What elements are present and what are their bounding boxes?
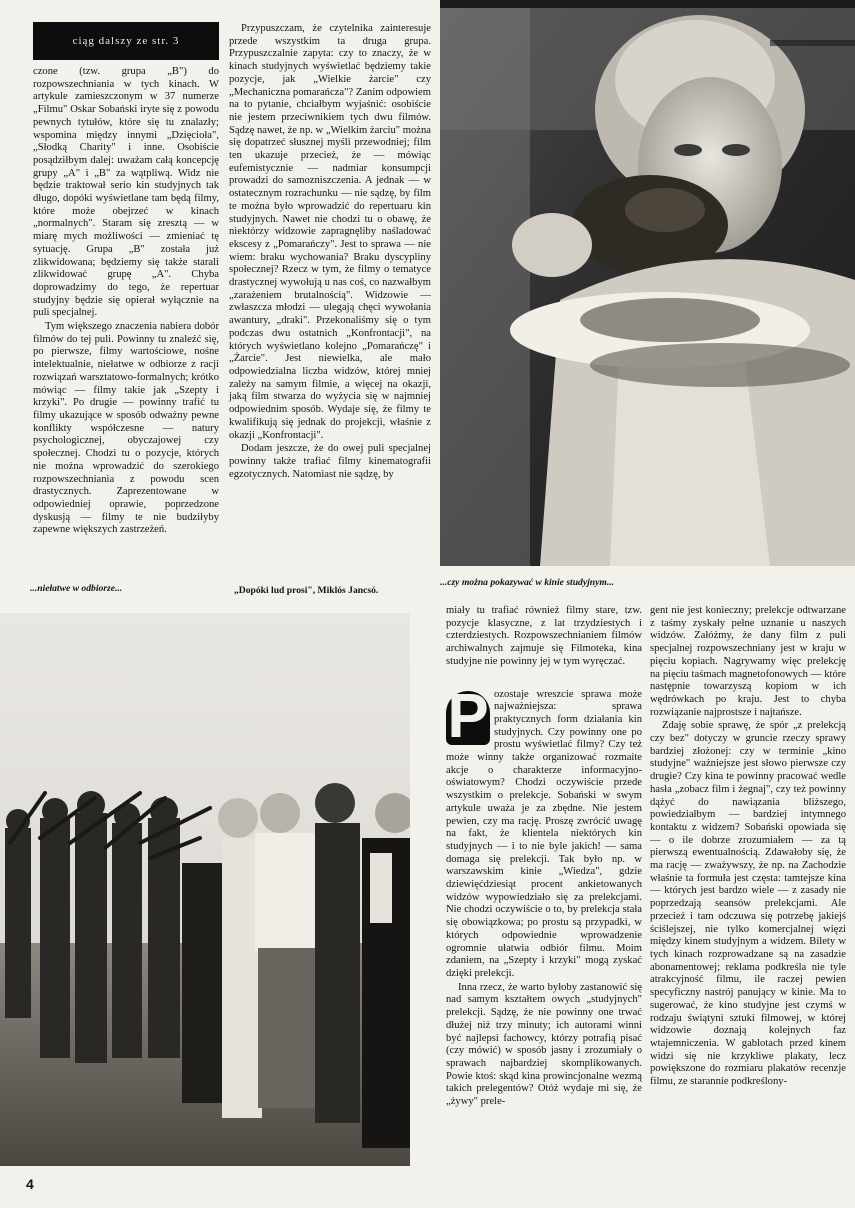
paragraph: Tym większego znaczenia nabiera dobór filmów do tej puli. Powinny tu znaleźć się, po pierwsze, filmy wartościowe, nośne intelektualnie, niełatwe w odbiorze z racji rozwiązań warsztatowo-formalnych; krótko mówiąc — filmy takie jak „Szepty i krzyki". Po drugie — powinny trafić tu filmy ukazujące w sposób odważny pewne konflikty współczesne — natury psychologicznej, obyczajowej czy społecznej. Chodzi tu o pozycje, których nie można wprowadzić do szerokiego rozpowszechniania z powodu scen drastycznych. Zaprezentowane w odpowiedniej oprawie, poprzedzone dyskusją — filmy te nie budziłyby zapewne większych zastrzeżeń. — [33, 321, 219, 536]
photo-woman-eating — [440, 0, 855, 566]
continued-from-label — [33, 22, 219, 60]
photo-film-still-soldiers — [0, 613, 410, 1166]
page-number: 4 — [26, 1176, 34, 1192]
paragraph-text: ozostaje wreszcie sprawa może najważniejsza: sprawa praktycznych form działania kin studyjnych. Czy powinny one po prostu wyświetlać filmy? Czy też może winny także organizować rozmaite akcje o charakterze informacyjno-oświatowym? Chodzi oczywiście przede wszystkim o prelekcje. Sobański w swym artykule uważa je za zbędne. Nie jestem pewien, czy ma rację. Proszę zwrócić uwagę na fakt, że klientela niektórych kin studyjnych — i to nie byle jakich! — sama domaga się prelekcji. Tak było np. w warszawskim kinie „Wiedza", gdzie dziewięćdziesiąt procent ankietowanych widzów wypowiedziało się za prelekcjami. Nie chodzi oczywiście o to, by prelekcja stała się obowiązkowa; po prostu są przypadki, w których odpowiednie wprowadzenie ogromnie ułatwia odbiór filmu. Moim zdaniem, na „Szepty i krzyki" mogą zyskać dzięki prelekcji. — [446, 688, 642, 979]
photo-woman-eating-image — [440, 0, 855, 566]
paragraph: czone (tzw. grupa „B") do rozpowszechniania w tych kinach. W artykule zamieszczonym w 37 numerze „Filmu" Oskar Sobański iryte się z powodu pewnych tytułów, które się tu znalazły; wspomina między innymi „Dzięcioła", „Słodką Charity" i inne. Osobiście posądziłbym dalej: uważam całą koncepcję grupy „A" i „B" za wątpliwą. Widz nie będzie traktował serio kin studyjnych tak długo, dopóki wyświetlane tam będą filmy, które może obejrzeć w kinach „normalnych". Staram się zresztą — w miarę mych możliwości — zmieniać tę sytuację. Grupa „B" została już zlikwidowana; będziemy się także starali zlikwidować grupę „A". Chyba doprowadzimy do tego, że repertuar studyjny będzie się opierał wyłącznie na puli specjalnej. — [33, 66, 219, 319]
article-column-1 — [33, 66, 219, 578]
caption-right: ...czy można pokazywać w kinie studyjnym... — [440, 577, 615, 588]
paragraph: Dodam jeszcze, że do owej puli specjalnej powinny także trafiać filmy kinematografii egzotycznych. Natomiast nie sądzę, by — [229, 443, 431, 480]
continued-text: ciąg dalszy ze str. 3 — [72, 35, 180, 47]
photo-film-still-soldiers-image — [0, 613, 410, 1166]
paragraph: Inna rzecz, że warto byłoby zastanowić się nad samym kształtem owych „studyjnych" prelekcji. Sądzę, że nie powinny one trwać dłużej niż trzy minuty; ich autorami winni być najlepsi fachowcy, którzy potrafią pisać (czy mówić) w sposób jasny i zrozumiały o sprawach najbardziej skomplikowanych. Powie ktoś: skąd kina prowincjonalne wezmą takich prelegentów? Otóż wydaje mi się, że „żywy" prele- — [446, 981, 642, 1108]
caption-left: ...niełatwe w odbiorze... — [30, 583, 123, 594]
paragraph-dropcap — [446, 681, 642, 981]
article-column-2 — [229, 23, 431, 583]
paragraph: gent nie jest konieczny; prelekcje odtwarzane z taśmy zyskały pełne uznanie u naszych widzów. Załóżmy, że dany film z puli specjalnej rozpowszechniany jest w kraju w pięciu kopiach. Nagrywamy więc prelekcję na pięciu taśmach magnetofonowych — które następnie towarzyszą kopiom w ich wędrówkach po kraju. Jest to chyba rozwiązanie najprostsze i najtańsze. — [650, 605, 846, 718]
paragraph: Przypuszczam, że czytelnika zainteresuje przede wszystkim ta druga grupa. Przypuszczalnie zapyta: czy to znaczy, że w kinach studyjnych wyświetlać będziemy takie pozycje, jak „Wielkie żarcie" czy „Mechaniczna pomarańcza"? Zanim odpowiem na to pytanie, chciałbym wyjaśnić: osobiście nie jestem przeciwnikiem tych dwu filmów. Sądzę nawet, że np. w „Wielkim żarciu" można się dopatrzeć słusznej myśli przewodniej; film ten ukazuje przecież, że — mówiąc eufemistycznie — nadmiar konsumpcji prowadzi do samozniszczenia. A jednak — w ostatecznym rozrachunku — nie sądzę, by film te można było wprowadzić do repertuaru kin studyjnych. Nawet nie chodzi tu o obawę, że niektórzy widzowie zapragnęliby naśladować ekscesy z „Pomarańczy". Jest to sprawa — nie wiem: braku wychowania? Braku dyscypliny społecznej? Rzecz w tym, że filmy o tematyce drastycznej wywołują u nas coś, co nazwałbym „zarażeniem brutalnością". Widzowie — zwłaszcza młodzi — ulegają chęci wywołania awantury, „draki". Przekonaliśmy się o tym podczas dwu ostatnich „Konfrontacji", na których wyświetlano kolejno „Pomarańczę" i „Żarcie". Jest niewielka, ale mało odpowiedzialna liczba widzów, której mniej zależy na samym filmie, a więcej na okazji, jaką film stwarza do wyżycia się w najmniej odpowiednim sposób. Wydaje się, że filmy te kwalifikują się jednak do projekcji, właśnie z okazji „Konfrontacji". — [229, 23, 431, 441]
drop-cap-letter: P — [447, 681, 489, 751]
article-column-4 — [650, 605, 846, 1175]
paragraph: miały tu trafiać również filmy stare, tzw. pozycje klasyczne, z lat trzydziestych i czterdziestych. Rozpowszechnianiem filmów archiwalnych zajmuje się Filmoteka, kina studyjne nie powinny jej w tym wyręczać. — [446, 605, 642, 667]
paragraph: Zdaję sobie sprawę, że spór „z prelekcją czy bez" dotyczy w gruncie rzeczy sprawy bardziej złożonej: czy w terminie „kino studyjne" ważniejsze jest słowo pierwsze czy drugie? Czy kina te powinny pracować wedle hasła „zobacz film i żegnaj", czy też powinny dążyć do nawiązania bliższego, powiedziałbym — bardziej intymnego kontaktu z widzem? Sobański opowiada się — o ile dobrze zrozumiałem — za tą pierwszą ewentualnością. Zdawałoby się, że ma rację — zważywszy, że np. na Zachodzie właśnie ta formuła jest częsta: tamtejsze kina — których jest bardzo wiele — z zasady nie poprzedzają seansów prelekcjami. Ale przecież i tam odczuwa się potrzebę jakiejś ściślejszej, nie tylko komercjalnej więzi między kinem studyjnym a widzem. Bilety w tych kinach rozprowadzane są na zasadzie abonamentowej; reklama podkreśla nie tyle atrakcyjność filmu, ile raczej pewien specyficzny nastrój panujący w kinie. Ma to sugerować, że kino studyjne jest czymś w rodzaju świątyni sztuki filmowej, w której widzowie doznają kolejnych faz wtajemniczenia. W gablotach przed kinem widzi się nie krzykliwe plakaty, lecz powiększone do rozmiaru plakatów recenzje filmu, ze starannie podkreślony- — [650, 720, 846, 1088]
article-column-3 — [446, 605, 642, 1175]
caption-middle: „Dopóki lud prosi", Miklós Jancsó. — [234, 585, 379, 596]
